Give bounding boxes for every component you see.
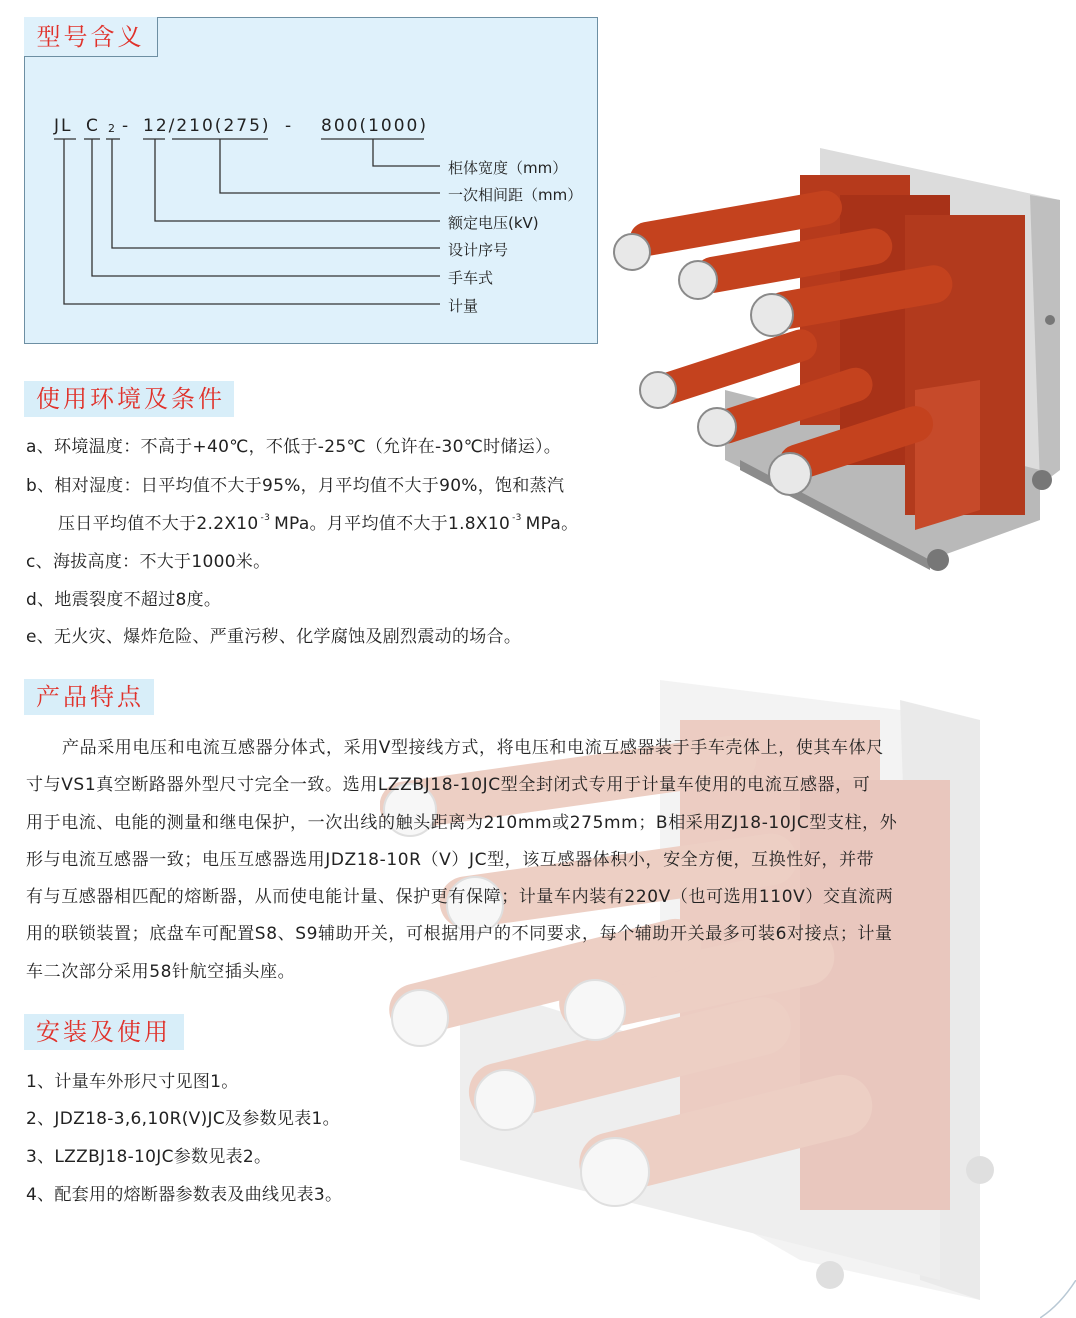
exponent-1: -3 <box>260 513 271 523</box>
code-design-number: 2 <box>108 122 115 135</box>
features-section-title: 产品特点 <box>24 679 154 715</box>
code-voltage-spacing: 12/210(275) <box>143 116 271 136</box>
legend-design-number: 设计序号 <box>448 241 509 259</box>
features-line-3: 用于电流、电能的测量和继电保护，一次出线的触头距离为210mm或275mm；B相采用ZJ18-10JC型支柱，外 <box>26 813 898 833</box>
humidity-unit-text: MPa。 <box>525 514 579 534</box>
metering-truck-product-photo <box>600 140 1076 580</box>
exponent-2: -3 <box>512 513 522 523</box>
installation-item-1: 1、计量车外形尺寸见图1。 <box>26 1072 239 1092</box>
code-width: 800(1000) <box>321 116 428 136</box>
installation-section-title: 安装及使用 <box>24 1014 184 1050</box>
environment-item-b: b、相对湿度：日平均值不大于95%，月平均值不大于90%，饱和蒸汽 <box>26 476 565 496</box>
installation-item-2: 2、JDZ18-3,6,10R(V)JC及参数见表1。 <box>26 1109 340 1129</box>
legend-rated-voltage: 额定电压(kV) <box>448 214 539 232</box>
installation-item-3: 3、LZZBJ18-10JC参数见表2。 <box>26 1147 272 1167</box>
humidity-daily-text: 压日平均值不大于2.2X10 <box>58 514 259 534</box>
environment-item-a: a、环境温度：不高于+40℃，不低于-25℃（允许在-30℃时储运）。 <box>26 437 562 457</box>
code-c: C <box>86 116 100 136</box>
legend-cabinet-width: 柜体宽度（mm） <box>448 159 568 177</box>
page-corner-curl <box>1040 1280 1076 1318</box>
code-dash-1: - <box>122 116 131 136</box>
environment-section-title: 使用环境及条件 <box>24 381 234 417</box>
features-line-7: 车二次部分采用58针航空插头座。 <box>26 962 296 982</box>
code-jl: JL <box>54 116 73 136</box>
features-line-5: 有与互感器相匹配的熔断器，从而使电能计量、保护更有保障；计量车内装有220V（也可选用110V）交直流两 <box>26 887 894 907</box>
environment-item-c: c、海拔高度：不大于1000米。 <box>26 552 271 572</box>
features-line-4: 形与电流互感器一致；电压互感器选用JDZ18-10R（V）JC型，该互感器体积小，安全方便，互换性好，并带 <box>26 850 875 870</box>
environment-item-e: e、无火灾、爆炸危险、严重污秽、化学腐蚀及剧烈震动的场合。 <box>26 627 522 647</box>
humidity-monthly-text: MPa。月平均值不大于1.8X10 <box>274 514 511 534</box>
features-line-6: 用的联锁装置；底盘车可配置S8、S9辅助开关，可根据用户的不同要求，每个辅助开关最多可装6对接点；计量 <box>26 924 893 944</box>
features-line-2: 寸与VS1真空断路器外型尺寸完全一致。选用LZZBJ18-10JC型全封闭式专用于计量车使用的电流互感器，可 <box>26 775 871 795</box>
installation-item-4: 4、配套用的熔断器参数表及曲线见表3。 <box>26 1185 343 1205</box>
features-line-1: 产品采用电压和电流互感器分体式，采用V型接线方式，将电压和电流互感器装于手车壳体上，使其车体尺 <box>62 738 884 758</box>
environment-item-d: d、地震裂度不超过8度。 <box>26 590 222 610</box>
legend-phase-spacing: 一次相间距（mm） <box>448 186 583 204</box>
legend-truck-type: 手车式 <box>448 269 494 287</box>
legend-metering: 计量 <box>448 297 479 315</box>
code-dash-2: - <box>285 116 294 136</box>
model-meaning-title: 型号含义 <box>24 17 158 57</box>
environment-item-b-continued <box>58 509 578 534</box>
